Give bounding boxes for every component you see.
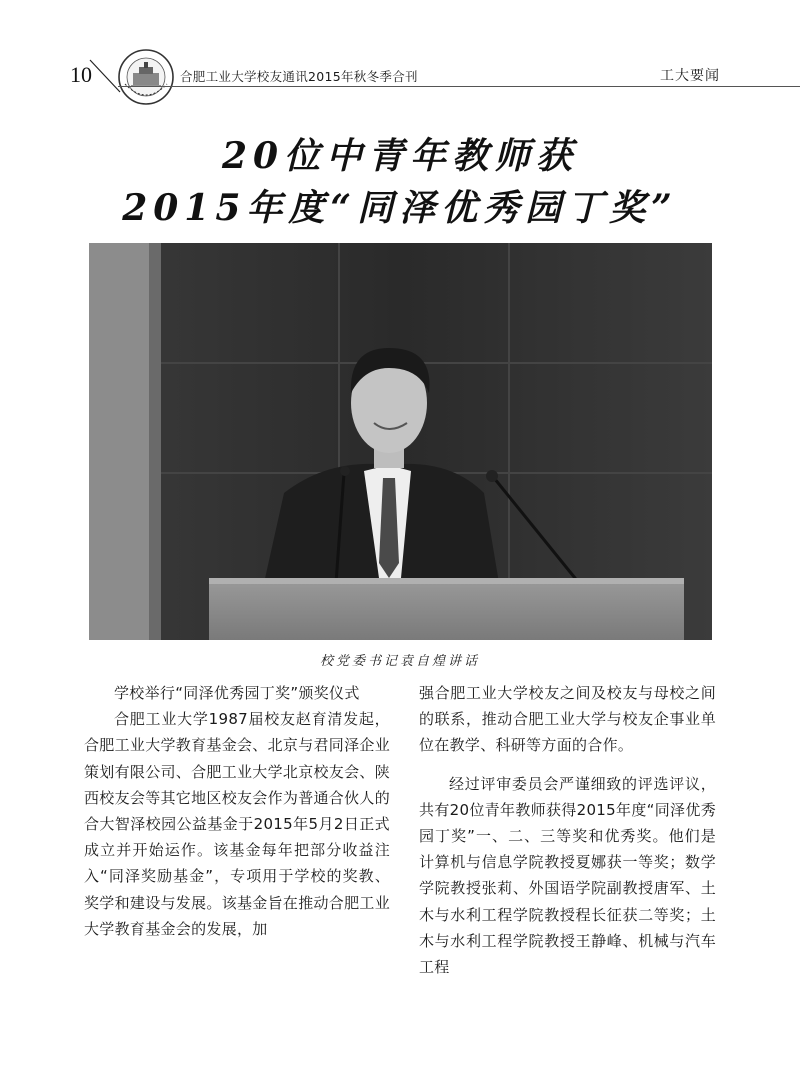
article-title-line2: 2015年度“同泽优秀园丁奖” [122,187,678,229]
photo-caption: 校党委书记袁自煌讲话 [319,654,480,669]
article-title-line1: 20位中青年教师获 [221,135,579,177]
article-right-column [419,680,716,980]
page-header [0,0,800,100]
header-rule [118,86,800,87]
section-name: 工大要闻 [660,68,720,84]
speaker-at-podium-photo [89,243,712,640]
article-paragraph: 强合肥工业大学校友之间及校友与母校之间的联系，推动合肥工业大学与校友企事业单位在教学、科研等方面的合作。 [419,684,716,755]
page-number: 10 [70,62,92,87]
article-paragraph: 学校举行“同泽优秀园丁奖”颁奖仪式 [114,684,360,702]
article-paragraph: 经过评审委员会严谨细致的评选评议，共有20位青年教师获得2015年度“同泽优秀园丁奖”一、二、三等奖和优秀奖。他们是计算机与信息学院教授夏娜获一等奖；数学学院教授张莉、外国语学院副教授唐军、土木与水利工程学院教授程长征获二等奖；土木与水利工程学院教授王静峰、机械与汽车工程 [419,774,716,977]
article-paragraph: 合肥工业大学1987届校友赵育清发起，合肥工业大学教育基金会、北京与君同泽企业策划有限公司、合肥工业大学北京校友会、陕西校友会等其它地区校友会作为普通合伙人的合大智泽校园公益基金于2015年5月2日正式成立并开始运作。该基金每年把部分收益注入“同泽奖励基金”，专项用于学校的奖教、奖学和建设与发展。该基金旨在推动合肥工业大学教育基金会的发展，加 [84,710,391,938]
publication-title: 合肥工业大学校友通讯2015年秋冬季合刊 [180,69,418,84]
article-left-column [84,680,390,942]
university-seal-icon [117,48,175,106]
